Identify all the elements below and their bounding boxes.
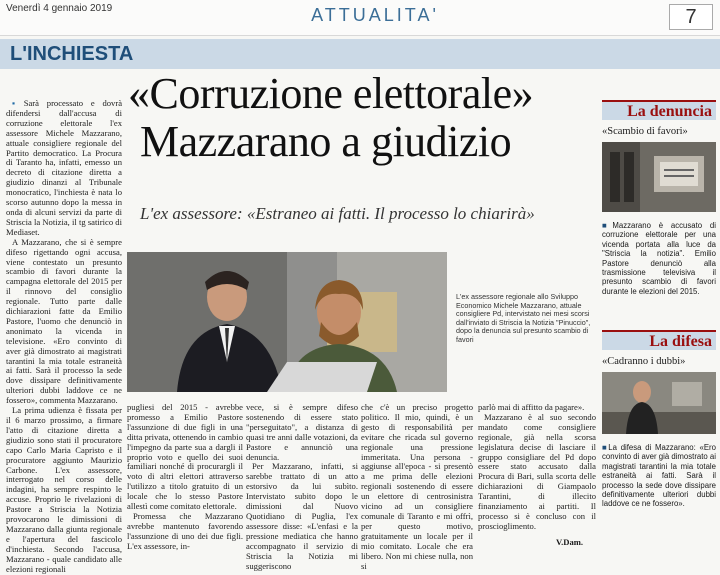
sidebar-title: La denuncia (627, 103, 712, 120)
headline-line-2: Mazzarano a giudizio (140, 117, 512, 166)
paragraph: vece, si è sempre difeso sostenendo di essere stato "perseguitato", a distanza di quasi tre anni dalle votazioni, da Pastore e annunciò una denuncia. (246, 402, 358, 462)
paragraph: Promessa che Mazzarano avrebbe mantenuto favorendo l'assunzione di uno dei due figli. L'ex assessore, in- (127, 510, 243, 551)
sidebar-box-difesa (602, 330, 716, 509)
kicker-label: L'INCHIESTA (10, 43, 134, 65)
article-column-2 (127, 403, 243, 552)
interview-photo-illustration (127, 252, 447, 392)
sidebar-quote: «Scambio di favori» (602, 126, 688, 137)
council-photo-illustration (602, 372, 716, 434)
sidebar-text: ■ La difesa di Mazzarano: «Ero convinto di aver già dimostrato ai magistrati tarantini la mia totale estraneità ai fatti. Sarà il processo la sede dove dissipare definitivamente ulteriori dubbi laddove ce ne fossero». (602, 443, 716, 509)
paragraph: La prima udienza è fissata per il 6 marzo prossimo, a firmare l'atto di citazione diretta a giudizio sono stati il procuratore capo Carlo Maria Capristo e il procuratore aggiunto Maurizio Carbone. L'ex assessore, interrogato nel corso delle indagini, ha sempre respinto le accuse. Proprio le rivelazioni di Pastore a Striscia la Notizia provocarono le dimissioni di Mazzarano dalla giunta regionale e l'apertura del fascicolo d'inchiesta. Secondo l'accusa, Mazzarano - quale candidato alle elezioni regionali (6, 405, 122, 574)
paragraph: parlò mai di affitto da pagare». (478, 402, 585, 412)
kicker-bar (0, 39, 720, 69)
issue-date: Venerdì 4 gennaio 2019 (6, 3, 113, 14)
author-signature: V.Dam. (556, 537, 584, 547)
paragraph: Mazzarano è al suo secondo mandato come consigliere regionale, già nella scorsa legislatura decise di lasciare il gruppo consigliare del Pd dopo essere stato accusato dalla Procura di Bari, sulla scorta delle dichiarazioni di Giampaolo Tarantini, di illecito finanziamento ai partiti. Il processo si è concluso con il proscioglimento. (478, 411, 596, 531)
paragraph: Per Mazzarano, infatti, si sarebbe trattato di un atto estorsivo da lui subìto. Intervistato subito dopo le dimissioni dal Nuovo Quotidiano di Puglia, l'ex assessore disse: «L'enfasi e la pressione mediatica che hanno accompagnato il servizio di Striscia la Notizia mi suggeriscono (246, 461, 358, 571)
sidebar-box-denuncia (602, 100, 716, 296)
section-name: ATTUALITA' (311, 5, 439, 25)
headline (128, 70, 598, 166)
subheadline: L'ex assessore: «Estraneo ai fatti. Il processo lo chiarirà» (140, 204, 535, 223)
paragraph: che c'è un preciso progetto politico. Il mio, quindi, è un gesto di responsabilità per evitare che ricada sul governo regionale una pressione immeritata. Una persona - aggiunse all'epoca - si presentò a me prima delle elezioni regionali sostenendo di essere un elettore di centrosinistra vicino ad un consigliere comunale di Taranto e mi offrì, per questo motivo, gratuitamente un locale per il mio comitato. Locale che era libero. Non mi chiese nulla, non si (361, 402, 473, 571)
sidebar-title: La difesa (649, 333, 712, 350)
headline-line-1: «Corruzione elettorale» (128, 69, 534, 118)
article-column-5 (478, 403, 596, 532)
building-photo-illustration (602, 142, 716, 212)
sidebar-text: ■ Mazzarano è accusato di corruzione elettorale per una vicenda portata alla luce da "Striscia la notizia". Emilio Pastore denunciò alla trasmissione televisiva il presunto scambio di favori durante le elezioni del 2015. (602, 221, 716, 296)
sidebar-title-bar (602, 330, 716, 350)
article-column-3 (246, 403, 358, 571)
article-column-4 (361, 403, 473, 571)
paragraph: ▪ Sarà processato e dovrà difendersi dall'accusa di corruzione elettorale l'ex assessore Michele Mazzarano, attuale consigliere regionale del Partito democratico. La Procura di Taranto ha, infatti, emesso un decreto di citazione diretta a giudizio dinanzi al Tribunale monocratico, l'inchiesta è nata lo scorso autunno dopo la messa in onda di alcuni servizi da parte di Striscia la Notizia, il tg satirico di Mediaset. (6, 99, 122, 238)
sidebar-photo (602, 142, 716, 217)
photo-caption: L'ex assessore regionale allo Sviluppo Economico Michele Mazzarano, attuale consigliere Pd, intervistato nei mesi scorsi dall'inviato di Striscia la Notizia "Pinuccio", dopo la denuncia sul presunto scambio di favori (456, 292, 591, 344)
sidebar-quote: «Cadranno i dubbi» (602, 356, 686, 367)
article-column-1 (6, 99, 122, 575)
page-number: 7 (669, 4, 713, 30)
sidebar-photo (602, 372, 716, 439)
article-photo (127, 252, 447, 392)
sidebar-title-bar (602, 100, 716, 120)
paragraph: A Mazzarano, che si è sempre difeso rigettando ogni accusa, viene contestato un presunto scambio di favori durante la campagna elettorale del 2015 per il rinnovo del consiglio regionale. Tutto parte dalle dichiarazioni fatte da Emilio Pastore, l'uomo che denunciò in anonimato la vicenda in televisione. «Ero convinto di aver già dimostrato ai magistrati tarantini la mia totale estraneità ai fatti. Sarà il processo la sede dove dissipare definitivamente ulteriori dubbi laddove ce ne fossero», commenta Mazzarano. (6, 236, 122, 406)
page-header (0, 0, 720, 36)
paragraph: pugliesi del 2015 - avrebbe promesso a Emilio Pastore l'assunzione di due figli in una ditta privata, ottenendo in cambio l'impegno da parte sua a dargli il proprio voto e quello dei suoi familiari nonché di procurargli il voto di altri elettori attraverso l'utilizzo a titolo gratuito di un locale che lo stesso Pastore allestì come comitato elettorale. (127, 402, 243, 512)
